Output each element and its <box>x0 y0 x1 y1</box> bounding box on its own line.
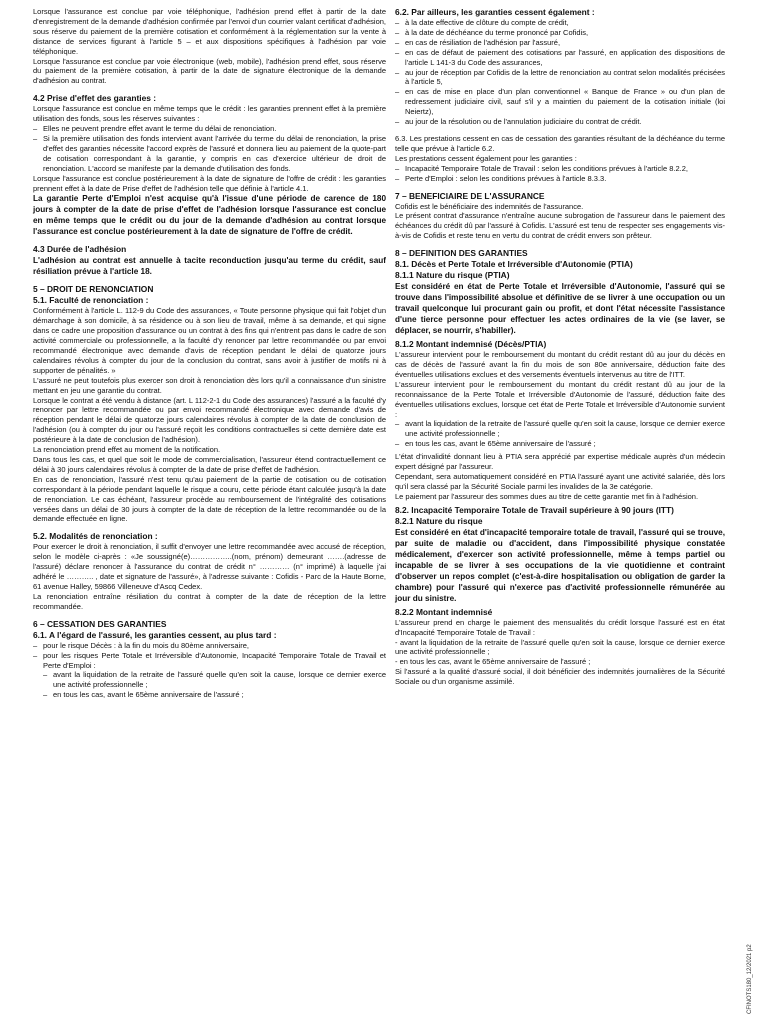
list-item: – au jour de réception par Cofidis de la lettre de renonciation au contrat selon modalités précisées à l'article 5, <box>395 68 725 88</box>
list-item: – Si la première utilisation des fonds intervient avant l'arrivée du terme du délai de renonciation, la prise d'effet des garanties nécessite l'accord exprès de l'assuré et donnera lieu au paiement de la quote-part de cotisation correspondant à la garantie, y compris en cas d'exercice ultérieur de droit de renonciation. L'accord se manifeste par la demande d'utilisation des fonds. <box>33 134 386 174</box>
section-heading-6-1: 6.1. A l'égard de l'assuré, les garanties cessent, au plus tard : <box>33 629 277 640</box>
list-item: – Elles ne peuvent prendre effet avant le terme du délai de renonciation. <box>33 124 386 134</box>
section-heading-8-1-2: 8.1.2 Montant indemnisé (Décès/PTIA) <box>395 339 547 350</box>
document-reference-code: CFINOTS180_12/2021 p2 <box>747 944 753 1014</box>
paragraph: L'assureur intervient pour le remboursement du montant du crédit restant dû au jour du décès en cas de décès de l'assuré avant la fin du mois de son 80e anniversaire, déduction faite des éventuelles utilisations exclues et des versements éventuels intervenus au titre de l'ITT. <box>395 350 725 379</box>
list-item: – avant la liquidation de la retraite de l'assuré quelle qu'en soit la cause, lorsque ce dernier exerce une activité professionnelle ; <box>395 419 725 439</box>
paragraph: Si l'assuré a la qualité d'assuré social, il doit bénéficier des indemnités journalières de la Sécurité Sociale ou d'un organisme assimilé. <box>395 667 725 687</box>
paragraph: L'assureur prend en charge le paiement des mensualités du crédit lorsque l'assuré est en état d'Incapacité Temporaire Totale de Travail : <box>395 617 725 637</box>
paragraph: La renonciation prend effet au moment de la notification. <box>33 445 221 455</box>
section-heading-8-2-2: 8.2.2 Montant indemnisé <box>395 606 493 617</box>
right-column <box>395 7 725 687</box>
section-heading-5-1: 5.1. Faculté de renonciation : <box>33 295 149 306</box>
paragraph: Lorsque l'assurance est conclue postérieurement à la date de signature de l'offre de crédit : les garanties prennent effet à la date de Prise d'effet de l'adhésion telle que définie à l'article 4.1. <box>33 173 386 193</box>
list-item: – pour le risque Décès : à la fin du mois du 80ème anniversaire, <box>33 641 386 651</box>
paragraph: L'assuré ne peut toutefois plus exercer son droit à renonciation dès lors qu'il a connaissance d'un sinistre mettant en jeu une garantie du contrat. <box>33 375 386 395</box>
section-heading-5: 5 – DROIT DE RENONCIATION <box>33 284 154 295</box>
paragraph-bold: Est considéré en état d'incapacité temporaire totale de travail, l'assuré qui se trouve, par suite de maladie ou d'accident, dans l'impossibilité physique constatée médicalement, d'exercer son activité professionnelle, même à temps partiel ou incapable de se livrer à ses occupations de la vie quotidienne et contraint d'observer un repos complet (c'est-à-dire hospitalisation ou obligation de garder la chambre) pour l'assuré qui n'exerce pas d'activité professionnelle rémunérée au jour du sinistre. <box>395 527 725 603</box>
section-heading-4-3: 4.3 Durée de l'adhésion <box>33 244 127 255</box>
paragraph: Lorsque le contrat a été vendu à distance (art. L 112-2-1 du Code des assurances) l'assuré a la faculté d'y renoncer par lettre recommandée ou par envoi recommandé électronique avec demande d'avis de réception pendant le délai de quatorze jours calendaires révolus à compter de la date de conclusion de l'adhésion (ou à compter du jour ou l'assuré reçoit les conditions contractuelles si cette dernière date est postérieure à la date de conclusion de l'adhésion). <box>33 395 386 445</box>
list-item: – en tous les cas, avant le 65ème anniversaire de l'assuré ; <box>43 690 386 700</box>
paragraph: Pour exercer le droit à renonciation, il suffit d'envoyer une lettre recommandée avec accusé de réception, selon le modèle ci-après : «Je soussigné(e)……………..(nom, prénom) demeurant …….(adresse de l'assuré) déclare renoncer à l'assurance du contrat de crédit n° ………… (n° imprimé) à laquelle j'ai adhéré le ……….. , date et signature de l'assuré», à l'adresse suivante : Cofidis - Parc de la Haute Borne, 61 avenue Halley, 59866 Villeneuve d'Ascq Cedex. <box>33 542 386 591</box>
paragraph: Lorsque l'assurance est conclue par voie téléphonique, l'adhésion prend effet à partir de la date d'enregistrement de la demande d'adhésion confirmée par l'envoi d'un courrier valant certificat d'adhésion, sous réserve du paiement de la première cotisation et conformément à la réglementation sur la vente à distance de services figurant à l'article 5 – et aux dispositions spécifiques à l'adhésion par voie téléphonique. <box>33 7 386 56</box>
left-column <box>33 7 386 700</box>
paragraph: Lorsque l'assurance est conclue en même temps que le crédit : les garanties prennent effet à la première utilisation des fonds, sous les réserves suivantes : <box>33 104 386 124</box>
paragraph: La renonciation entraîne résiliation du contrat à compter de la date de réception de la lettre recommandée. <box>33 591 386 611</box>
list-item: – en cas de défaut de paiement des cotisations par l'assuré, en application des dispositions de l'article L 141-3 du Code des assurances, <box>395 48 725 68</box>
bullet-list <box>33 124 386 174</box>
paragraph: Cofidis est le bénéficiaire des indemnités de l'assurance. <box>395 201 584 211</box>
section-heading-7: 7 – BENEFICIAIRE DE L'ASSURANCE <box>395 190 545 201</box>
list-item: – Incapacité Temporaire Totale de Travail : selon les conditions prévues à l'article 8.2.2, <box>395 164 725 174</box>
section-heading-8-2: 8.2. Incapacité Temporaire Totale de Travail supérieure à 90 jours (ITT) <box>395 504 674 515</box>
list-item: – au jour de la résolution ou de l'annulation judiciaire du contrat de crédit. <box>395 117 725 127</box>
paragraph: L'assureur intervient pour le remboursement du montant du crédit restant dû au jour de la reconnaissance de la Perte Totale et Irréversible d'Autonomie de l'assuré, déduction faite des éventuelles utilisations exclues, lorsque cet état de Perte Totale et Irréversible d'Autonomie survient : <box>395 379 725 419</box>
list-item: – Perte d'Emploi : selon les conditions prévues à l'article 8.3.3. <box>395 174 725 184</box>
list-item: – à la date de déchéance du terme prononcé par Cofidis, <box>395 28 725 38</box>
paragraph: L'état d'invalidité donnant lieu à PTIA sera apprécié par expertise médicale auprès d'un médecin expert désigné par l'assureur. <box>395 452 725 472</box>
paragraph: Le paiement par l'assureur des sommes dues au titre de cette garantie met fin à l'adhésion. <box>395 491 699 501</box>
paragraph: Les prestations cessent également pour les garanties : <box>395 153 577 163</box>
paragraph: En cas de renonciation, l'assuré n'est tenu qu'au paiement de la partie de cotisation ou de cotisation correspondant à la période pendant laquelle le risque a couru, cette période étant calculée jusqu'à la date de renonciation. Le cas échéant, l'assureur procède au remboursement de l'intégralité des cotisations versées dans un délai de 30 jours à compter de la date de réception de la lettre recommandée ou de la demande effectuée en ligne. <box>33 474 386 524</box>
list-item: – avant la liquidation de la retraite de l'assuré quelle qu'en soit la cause, lorsque ce dernier exerce une activité professionnelle ; <box>43 670 386 690</box>
paragraph: Lorsque l'assurance est conclue par voie électronique (web, mobile), l'adhésion prend effet, sous réserve du paiement de la première cotisation, à partir de la date de signature électronique de la demande d'adhésion au contrat. <box>33 56 386 86</box>
section-heading-6-2: 6.2. Par ailleurs, les garanties cessent également : <box>395 7 595 17</box>
paragraph: 6.3. Les prestations cessent en cas de cessation des garanties résultant de la déchéance du terme telle que prévue à l'article 6.2. <box>395 133 725 153</box>
paragraph-bold: La garantie Perte d'Emploi n'est acquise qu'à l'issue d'une période de carence de 180 jours à compter de la date de prise d'effet de l'adhésion lorsque l'assurance est conclue en même temps que le crédit ou du jour de la demande d'adhésion au contrat lorsque l'assurance est conclue postérieurement à la date de signature de l'offre de crédit. <box>33 194 386 237</box>
paragraph: Conformément à l'article L. 112-9 du Code des assurances, « Toute personne physique qui fait l'objet d'un démarchage à son domicile, à sa résidence ou à son lieu de travail, même à sa demande, et qui signe dans ce cadre une proposition d'assurance ou un contrat à des fins qui n'entrent pas dans le cadre de son activité commerciale ou professionnelle, a la faculté d'y renoncer par lettre recommandée ou par envoi recommandé électronique avec demande d'avis de réception pendant le délai de quatorze jours calendaires révolus à compter du jour de la conclusion du contrat, sans avoir à justifier de motifs ni à supporter de pénalités. » <box>33 306 386 375</box>
bullet-list <box>395 419 725 449</box>
paragraph: Le présent contrat d'assurance n'entraîne aucune subrogation de l'assureur dans le paiement des échéances du crédit dû par l'assuré à Cofidis. L'assuré est tenu de respecter ses engagements vis-à-vis de Cofidis et reste tenu en vertu du contrat de crédit envers son prêteur. <box>395 211 725 241</box>
paragraph: - en tous les cas, avant le 65ème anniversaire de l'assuré ; <box>395 657 591 667</box>
section-heading-8-2-1: 8.2.1 Nature du risque <box>395 515 483 526</box>
bullet-list <box>33 641 386 671</box>
list-item: – en tous les cas, avant le 65ème anniversaire de l'assuré ; <box>395 439 725 449</box>
bullet-sublist <box>33 670 386 700</box>
section-heading-4-2: 4.2 Prise d'effet des garanties : <box>33 93 157 104</box>
paragraph: - avant la liquidation de la retraite de l'assuré quelle qu'en soit la cause, lorsque ce dernier exerce une activité professionnelle ; <box>395 637 725 657</box>
list-item: – en cas de mise en place d'un plan conventionnel « Banque de France » ou d'un plan de redressement judiciaire civil, sauf s'il y a maintien du paiement de la cotisation initiale (loi Neiertz), <box>395 87 725 117</box>
paragraph-bold: L'adhésion au contrat est annuelle à tacite reconduction jusqu'au terme du crédit, sauf résiliation prévue à l'article 18. <box>33 256 386 277</box>
bullet-list <box>395 18 725 127</box>
paragraph-bold: Est considéré en état de Perte Totale et Irréversible d'Autonomie, l'assuré qui se trouve dans l'impossibilité absolue et définitive de se livrer à une occupation ou un travail quelconque lui procurant gain ou profit, et dont l'état nécessite l'assistance d'une tierce personne pour effectuer les actes ordinaires de la vie (se laver, se déplacer, se nourrir, s'habiller). <box>395 282 725 336</box>
section-heading-8-1: 8.1. Décès et Perte Totale et Irréversible d'Autonomie (PTIA) <box>395 259 633 270</box>
list-item: – à la date effective de clôture du compte de crédit, <box>395 18 725 28</box>
section-heading-8: 8 – DEFINITION DES GARANTIES <box>395 248 528 259</box>
paragraph: Dans tous les cas, et quel que soit le mode de commercialisation, l'assureur étend contractuellement ce délai à 30 jours calendaires révolus à compter de la date de prise d'effet de l'adhésion. <box>33 455 386 474</box>
paragraph: Cependant, sera automatiquement considéré en PTIA l'assuré ayant une activité salariée, dès lors qu'il sera classé par la Sécurité Sociale parmi les invalides de la 3e catégorie. <box>395 472 725 491</box>
bullet-list <box>395 164 725 184</box>
section-heading-5-2: 5.2. Modalités de renonciation : <box>33 531 158 542</box>
list-item: – en cas de résiliation de l'adhésion par l'assuré, <box>395 38 725 48</box>
list-item: – pour les risques Perte Totale et Irréversible d'Autonomie, Incapacité Temporaire Totale de Travail et Perte d'Emploi : <box>33 651 386 671</box>
section-heading-8-1-1: 8.1.1 Nature du risque (PTIA) <box>395 270 510 281</box>
section-heading-6: 6 – CESSATION DES GARANTIES <box>33 618 167 629</box>
